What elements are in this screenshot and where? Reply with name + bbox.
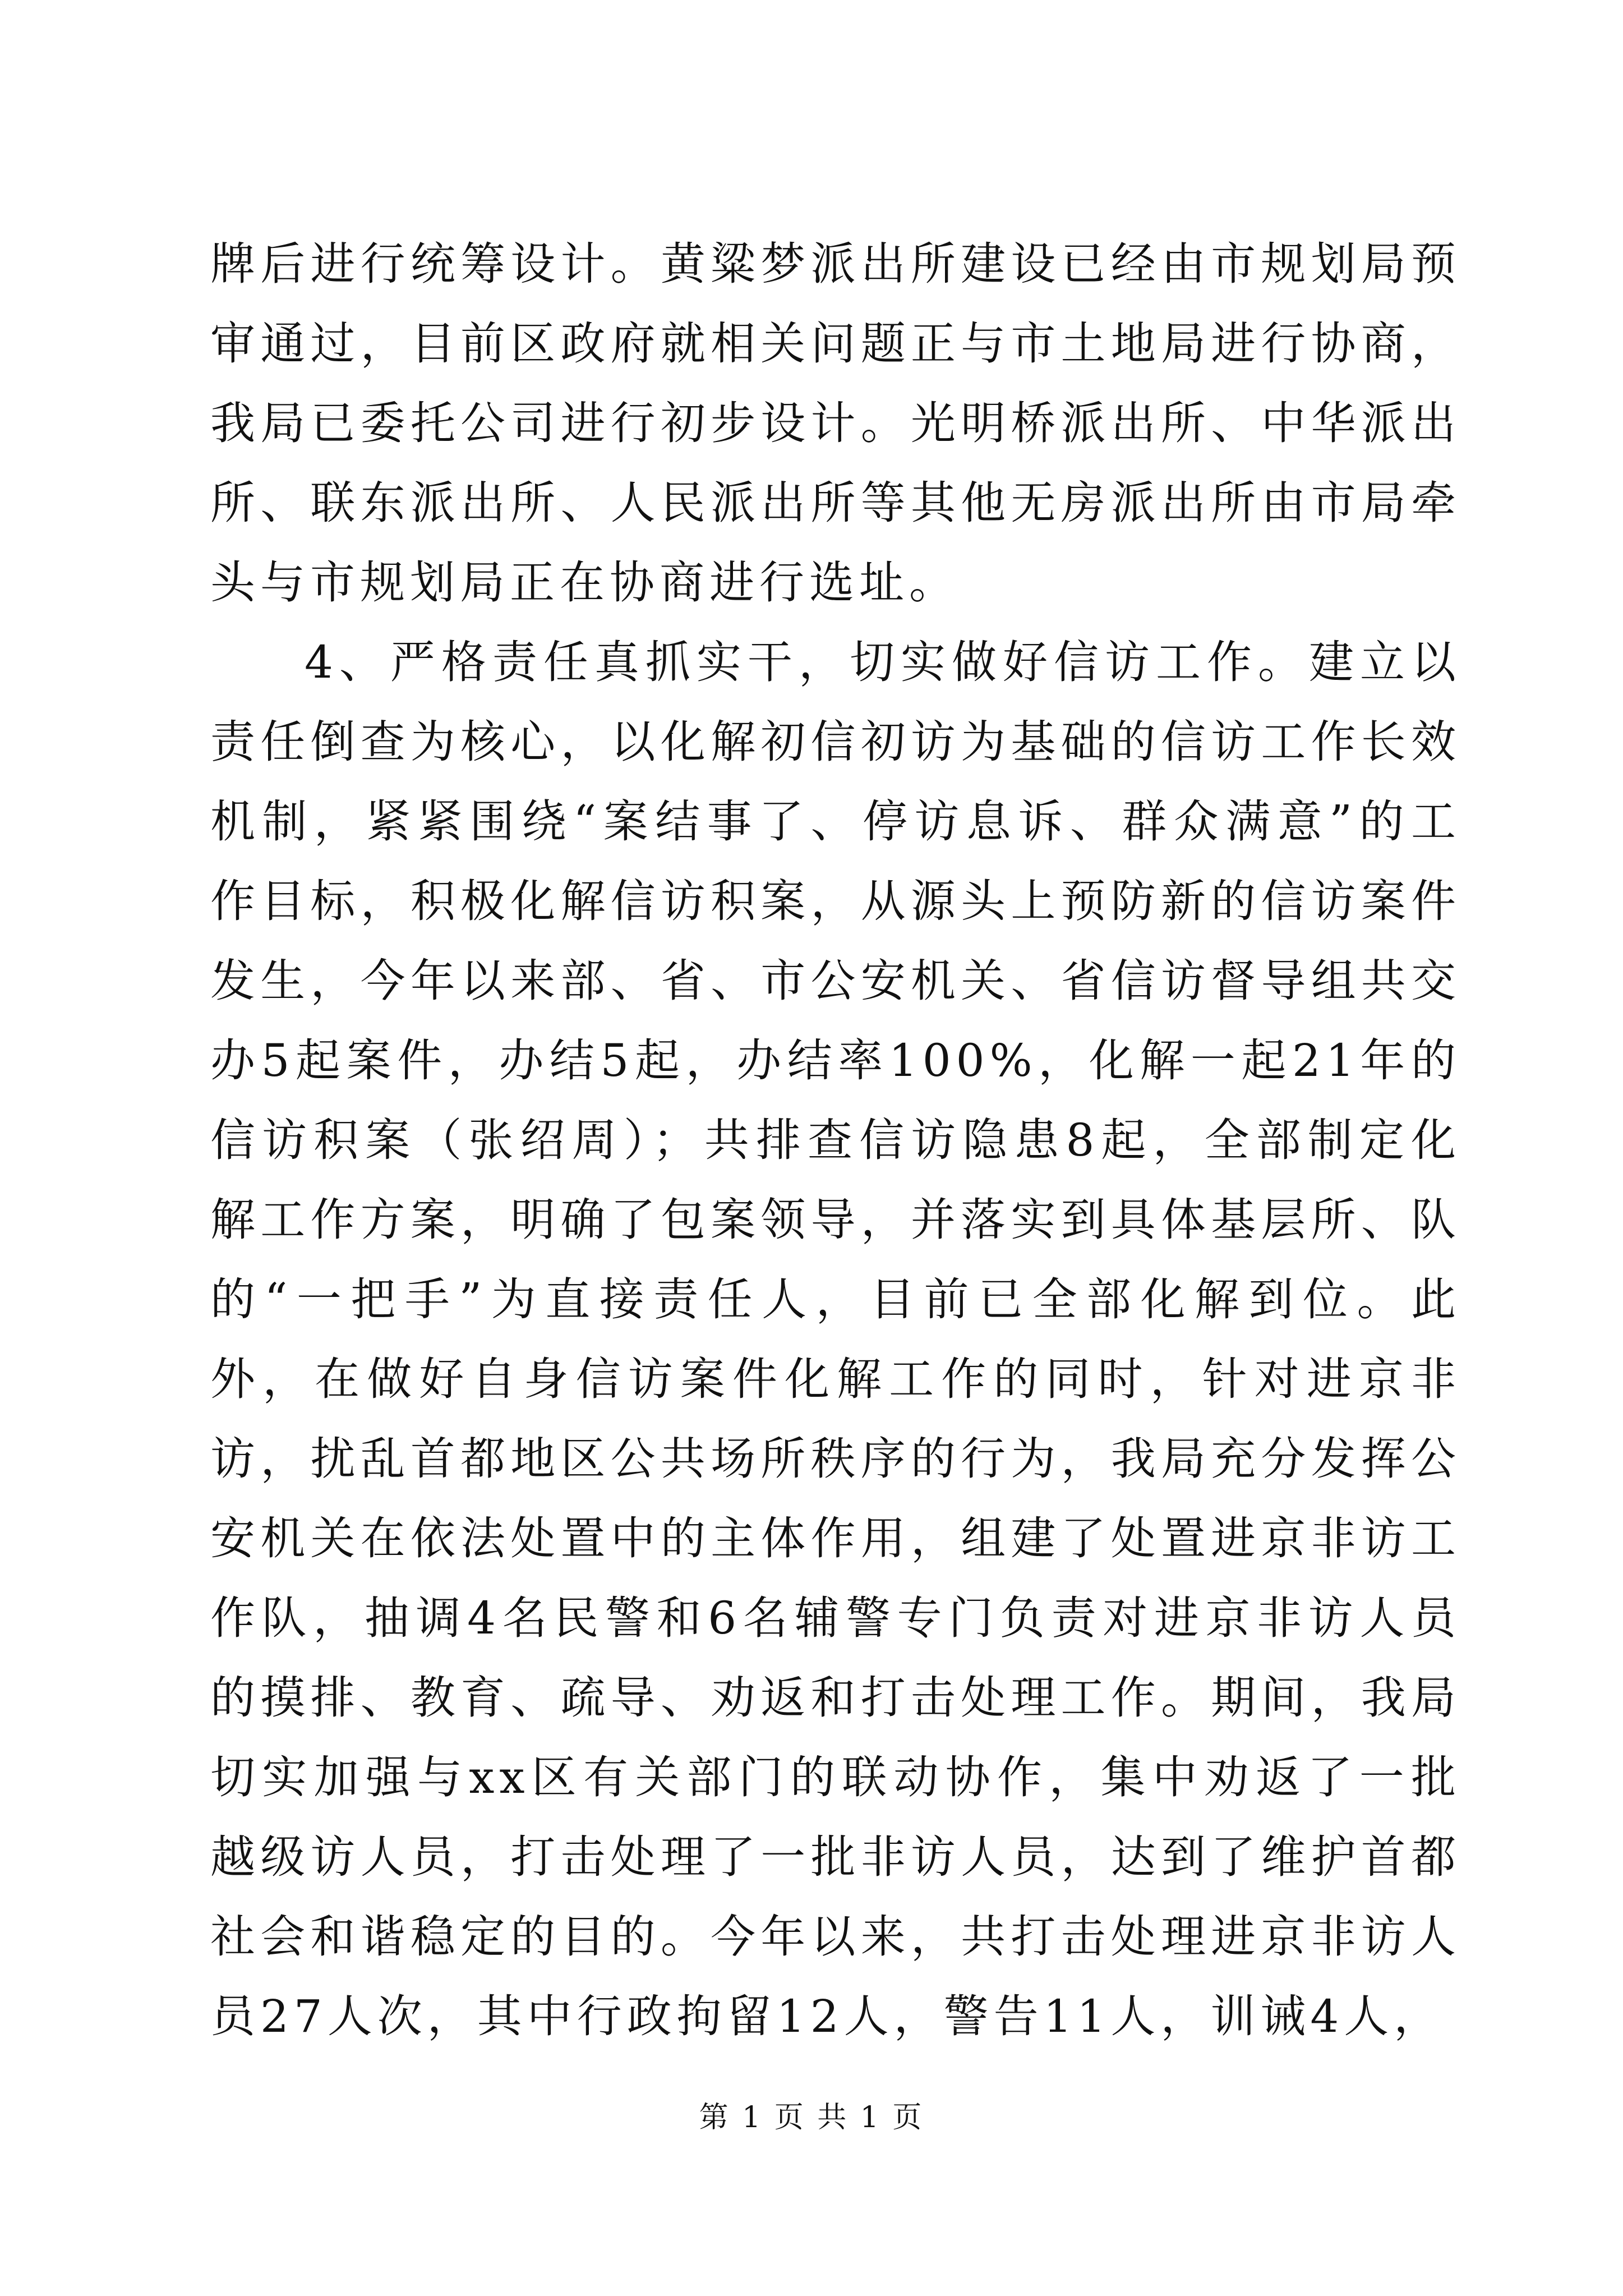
paragraph-petition-work: 4、严格责任真抓实干，切实做好信访工作。建立以责任倒查为核心，以化解初信初访为基础的信访工作长效机制，紧紧围绕“案结事了、停访息诉、群众满意”的工作目标，积极化解信访积案，从源头上预防新的信访案件发生，今年以来部、省、市公安机关、省信访督导组共交办5起案件，办结5起，办结率100%，化解一起21年的信访积案（张绍周）；共排查信访隐患8起，全部制定化解工作方案，明确了包案领导，并落实到具体基层所、队的“一把手”为直接责任人，目前已全部化解到位。此外，在做好自身信访案件化解工作的同时，针对进京非访，扰乱首都地区公共场所秩序的行为，我局充分发挥公安机关在依法处置中的主体作用，组建了处置进京非访工作队，抽调4名民警和6名辅警专门负责对进京非访人员的摸排、教育、疏导、劝返和打击处理工作。期间，我局切实加强与xx区有关部门的联动协作，集中劝返了一批越级访人员，打击处理了一批非访人员，达到了维护首都社会和谐稳定的目的。今年以来，共打击处理进京非访人员27人次，其中行政拘留12人，警告11人，训诫4人， (210, 636, 1461, 2042)
page-number-footer: 第 1 页 共 1 页 (699, 2101, 924, 2134)
paragraph-continuation: 牌后进行统筹设计。黄粱梦派出所建设已经由市规划局预审通过，目前区政府就相关问题正与市土地局进行协商，我局已委托公司进行初步设计。光明桥派出所、中华派出所、联东派出所、人民派出所等其他无房派出所由市局牵头与市规划局正在协商进行选址。 (210, 238, 1461, 609)
document-body (210, 224, 1461, 2056)
